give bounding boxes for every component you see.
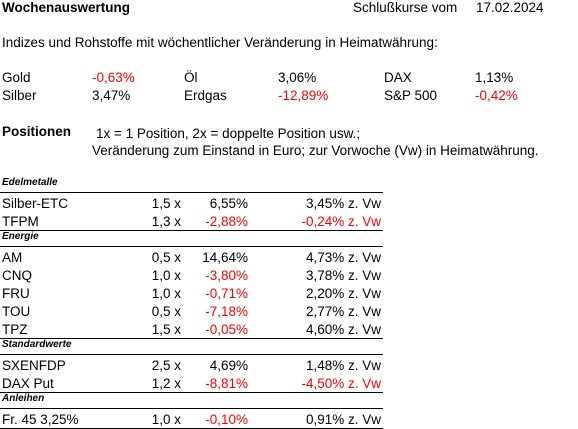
category-label: Energie xyxy=(2,231,39,242)
position-size: 1,5 x xyxy=(151,322,181,337)
closing-date: 17.02.2024 xyxy=(476,0,544,15)
position-weekly-change: 2,77% z. Vw xyxy=(305,304,381,319)
position-name: DAX Put xyxy=(2,376,54,391)
position-change: -8,81% xyxy=(205,376,248,391)
category-end-divider xyxy=(0,392,383,393)
index-value: 3,06% xyxy=(278,70,317,85)
position-name: Silber-ETC xyxy=(2,196,69,211)
index-value: 1,13% xyxy=(475,70,514,85)
index-name: DAX xyxy=(384,70,412,85)
category-divider xyxy=(0,354,383,355)
position-change: -0,10% xyxy=(205,412,248,427)
category-label: Edelmetalle xyxy=(2,177,58,188)
position-name: FRU xyxy=(2,286,30,301)
position-weekly-change: 1,48% z. Vw xyxy=(305,358,381,373)
category-end-divider xyxy=(0,230,383,231)
position-name: TPZ xyxy=(2,322,28,337)
category-label: Standardwerte xyxy=(2,339,72,350)
position-name: TFPM xyxy=(2,214,39,229)
position-change: -0,71% xyxy=(205,286,248,301)
index-value: 3,47% xyxy=(92,88,131,103)
table-row xyxy=(0,285,383,303)
position-weekly-change: 4,60% z. Vw xyxy=(305,322,381,337)
index-name: Öl xyxy=(184,70,198,85)
table-row xyxy=(0,411,383,429)
position-name: TOU xyxy=(2,304,31,319)
position-change: -2,88% xyxy=(205,214,248,229)
closing-label: Schlußkurse vom xyxy=(353,0,458,15)
position-change: 6,55% xyxy=(209,196,248,211)
position-weekly-change: 3,45% z. Vw xyxy=(305,196,381,211)
position-weekly-change: -4,50% z. Vw xyxy=(301,376,381,391)
position-name: Fr. 45 3,25% xyxy=(2,412,79,427)
table-row xyxy=(0,195,383,213)
table-row xyxy=(0,321,383,339)
position-change: -7,18% xyxy=(205,304,248,319)
index-name: Silber xyxy=(2,88,37,103)
table-row xyxy=(0,267,383,285)
category-divider xyxy=(0,408,383,409)
position-change: -3,80% xyxy=(205,268,248,283)
position-size: 1,2 x xyxy=(151,376,181,391)
report-title: Wochenauswertung xyxy=(2,0,131,15)
position-weekly-change: 2,20% z. Vw xyxy=(305,286,381,301)
index-value: -0,42% xyxy=(475,88,518,103)
positions-note-line1: 1x = 1 Position, 2x = doppelte Position usw.; xyxy=(96,126,361,141)
position-size: 0,5 x xyxy=(151,304,181,319)
table-row xyxy=(0,213,383,231)
position-size: 1,0 x xyxy=(151,412,181,427)
position-name: SXENFDP xyxy=(2,358,66,373)
position-size: 1,3 x xyxy=(151,214,181,229)
position-size: 0,5 x xyxy=(151,250,181,265)
positions-heading: Positionen xyxy=(2,124,72,139)
index-name: Gold xyxy=(2,70,31,85)
table-row xyxy=(0,303,383,321)
position-change: 14,64% xyxy=(202,250,248,265)
position-change: -0,05% xyxy=(205,322,248,337)
table-row xyxy=(0,357,383,375)
position-weekly-change: 3,78% z. Vw xyxy=(305,268,381,283)
position-size: 1,5 x xyxy=(151,196,181,211)
position-weekly-change: 0,91% z. Vw xyxy=(305,412,381,427)
positions-note-line2: Veränderung zum Einstand in Euro; zur Vorwoche (Vw) in Heimatwährung. xyxy=(92,143,539,158)
position-weekly-change: 4,73% z. Vw xyxy=(305,250,381,265)
index-value: -12,89% xyxy=(278,88,329,103)
category-divider xyxy=(0,246,383,247)
position-size: 2,5 x xyxy=(151,358,181,373)
index-name: Erdgas xyxy=(184,88,227,103)
position-change: 4,69% xyxy=(209,358,248,373)
table-row xyxy=(0,375,383,393)
position-name: CNQ xyxy=(2,268,32,283)
category-label: Anleihen xyxy=(2,393,45,404)
position-weekly-change: -0,24% z. Vw xyxy=(301,214,381,229)
position-name: AM xyxy=(2,250,23,265)
category-divider xyxy=(0,192,383,193)
position-size: 1,0 x xyxy=(151,268,181,283)
table-row xyxy=(0,249,383,267)
index-name: S&P 500 xyxy=(384,88,438,103)
index-value: -0,63% xyxy=(92,70,135,85)
position-size: 1,0 x xyxy=(151,286,181,301)
indices-heading: Indizes und Rohstoffe mit wöchentlicher Veränderung in Heimatwährung: xyxy=(2,35,438,50)
